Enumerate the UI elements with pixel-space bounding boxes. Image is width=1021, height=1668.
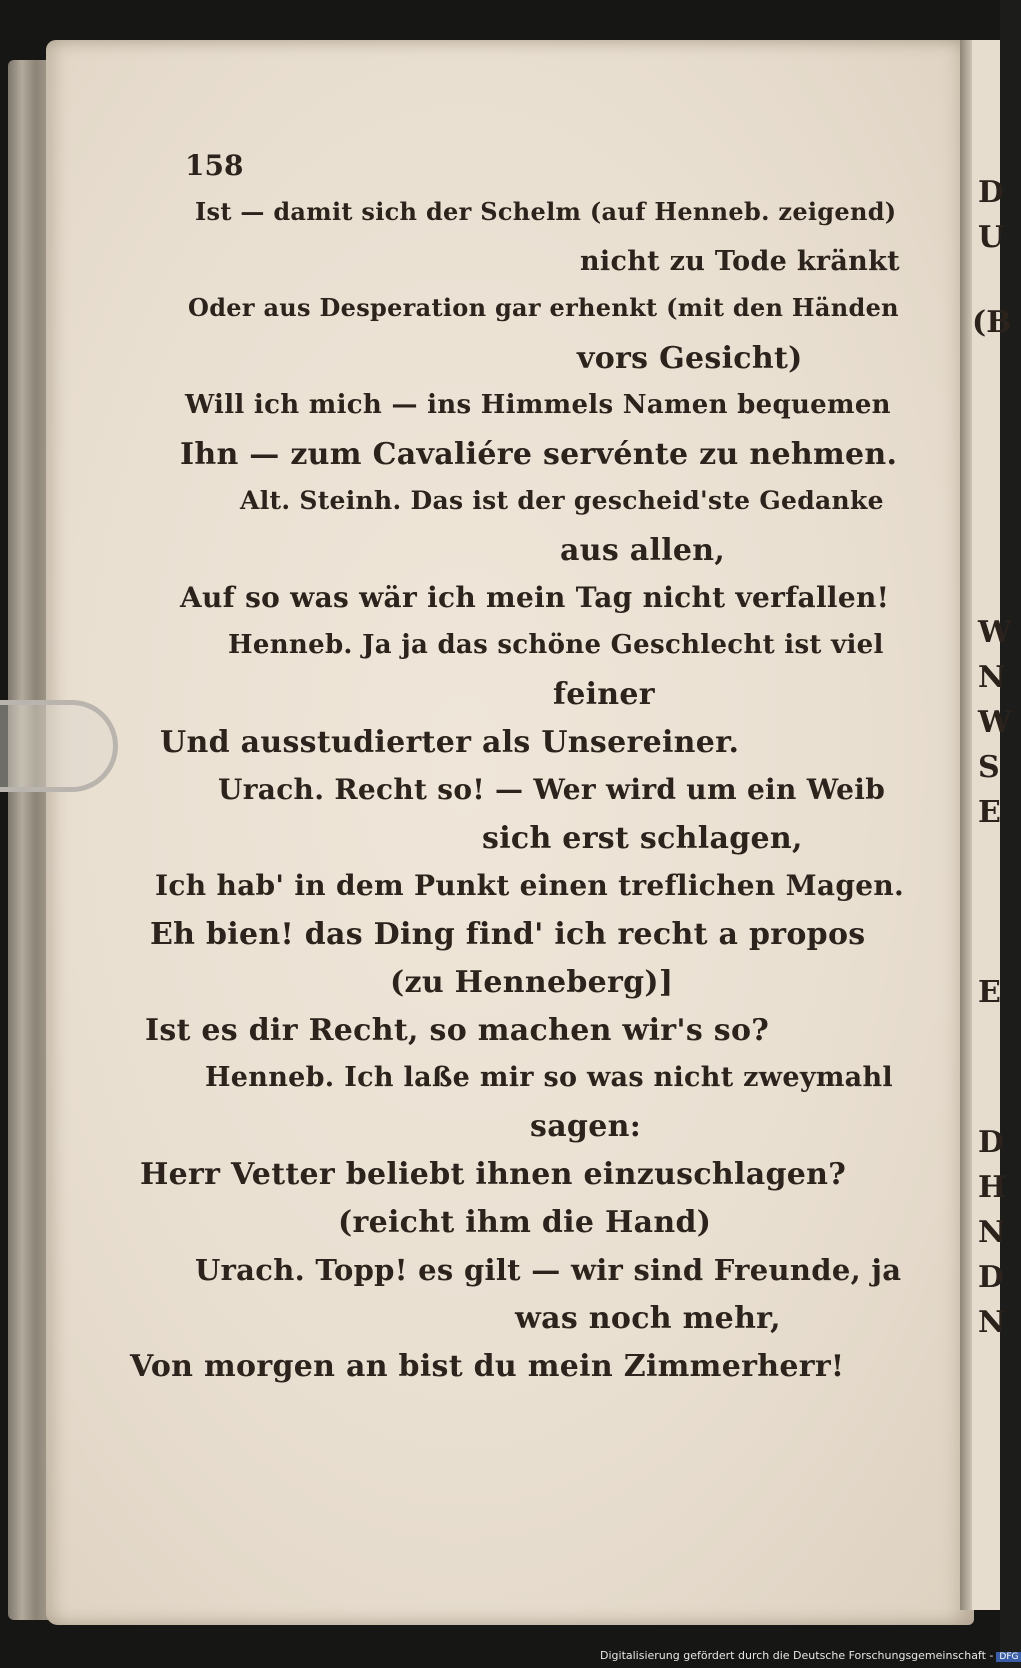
edge-glyph: D	[978, 1260, 1005, 1295]
text-line: Urach. Topp! es gilt — wir sind Freunde, ja	[195, 1253, 902, 1287]
edge-glyph: D	[978, 175, 1005, 210]
text-line: Von morgen an bist du mein Zimmerherr!	[130, 1349, 845, 1384]
edge-glyph: D	[978, 1125, 1005, 1160]
text-line: (zu Henneberg)]	[390, 965, 674, 1000]
text-line: was noch mehr,	[515, 1301, 781, 1336]
page-clip	[0, 700, 118, 792]
edge-glyph: W	[978, 615, 1012, 650]
text-line: Ich hab' in dem Punkt einen treflichen Magen.	[155, 869, 905, 902]
text-line: aus allen,	[560, 533, 726, 568]
footer-text: Digitalisierung gefördert durch die Deutsche Forschungsgemeinschaft -	[600, 1649, 994, 1662]
text-line: nicht zu Tode kränkt	[580, 246, 900, 277]
text-line: Will ich mich — ins Himmels Namen bequemen	[185, 390, 891, 420]
text-line: sich erst schlagen,	[482, 821, 803, 856]
text-line: Ist — damit sich der Schelm (auf Henneb. zeigend)	[195, 197, 897, 226]
text-line: Alt. Steinh. Das ist der gescheid'ste Gedanke	[240, 486, 884, 515]
edge-glyph: N	[978, 660, 1006, 695]
edge-glyph: (B	[972, 305, 1012, 340]
text-line: Oder aus Desperation gar erhenkt (mit den Händen	[188, 293, 899, 322]
edge-glyph: N	[978, 1305, 1006, 1340]
text-line: Und ausstudierter als Unsereiner.	[160, 725, 740, 760]
edge-glyph: E	[978, 795, 1001, 830]
text-line: Auf so was wär ich mein Tag nicht verfallen!	[180, 581, 890, 614]
text-line: Henneb. Ich laße mir so was nicht zweymahl	[205, 1062, 893, 1093]
page-number: 158	[185, 149, 244, 182]
text-line: vors Gesicht)	[577, 341, 803, 376]
text-line: Henneb. Ja ja das schöne Geschlecht ist viel	[228, 630, 884, 660]
text-line: Eh bien! das Ding find' ich recht a propos	[150, 917, 866, 952]
edge-glyph: W	[978, 705, 1012, 740]
dfg-logo: DFG	[996, 1652, 1021, 1662]
edge-glyph: S	[978, 750, 1000, 785]
text-line: (reicht ihm die Hand)	[338, 1205, 712, 1240]
edge-glyph: U	[978, 220, 1005, 255]
text-line: Ihn — zum Cavaliére servénte zu nehmen.	[180, 437, 898, 472]
next-page-edge	[972, 40, 1012, 1610]
text-line: Ist es dir Recht, so machen wir's so?	[145, 1013, 770, 1048]
text-line: Urach. Recht so! — Wer wird um ein Weib	[218, 773, 886, 806]
edge-glyph: N	[978, 1215, 1006, 1250]
text-line: sagen:	[530, 1109, 642, 1144]
text-line: feiner	[553, 677, 655, 712]
edge-glyph: H	[978, 1170, 1007, 1205]
edge-glyph: E	[978, 975, 1001, 1010]
text-line: Herr Vetter beliebt ihnen einzuschlagen?	[140, 1157, 847, 1192]
footer-credit	[600, 1649, 1021, 1662]
